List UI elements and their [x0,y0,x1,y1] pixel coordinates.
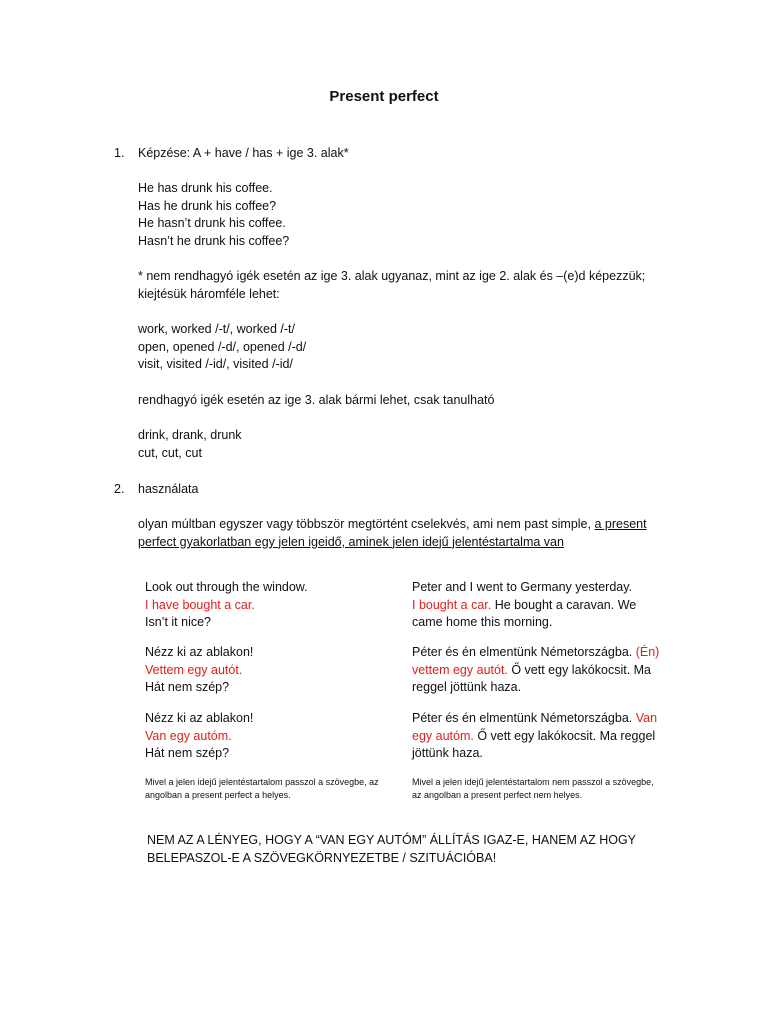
footnote-line: Mivel a jelen idejű jelentéstartalom nem passzol a szövegbe, [412,777,654,787]
verb-forms: visit, visited /-id/, visited /-id/ [138,357,293,371]
usage-text: olyan múltban egyszer vagy többször megtörtént cselekvés, ami nem past simple, [138,517,591,531]
regular-verb-note [138,268,645,303]
section-2-number: 2. [114,482,125,496]
example-line: Look out through the window. [145,580,308,594]
section-2-heading: használata [138,482,199,496]
right-hungarian-example-1 [412,644,659,697]
left-footnote [145,776,379,801]
highlighted-text: Van [635,711,658,725]
right-english-example [412,579,636,632]
plain-text: Ő vett egy lakókocsit. Ma reggel [473,728,656,743]
note-line: kiejtésük háromféle lehet: [138,286,280,301]
right-hungarian-example-2 [412,710,657,763]
footnote-line: az angolban a present perfect nem helyes. [412,789,583,800]
left-hungarian-example-2 [145,710,253,763]
irregular-verb-note: rendhagyó igék esetén az ige 3. alak bármi lehet, csak tanulható [138,393,495,407]
left-english-example [145,579,308,632]
example-line [412,644,659,662]
highlighted-text: I bought a car. [412,597,492,612]
usage-line [138,516,647,534]
example-line: Isn’t it nice? [145,615,212,629]
usage-underlined: a present [594,517,647,531]
highlighted-text: (Én) [635,645,660,659]
plain-text: Péter és én elmentünk Németországba. [412,645,636,659]
conclusion-line: NEM AZ A LÉNYEG, HOGY A “VAN EGY AUTÓM” ÁLLÍTÁS IGAZ-E, HANEM AZ HOGY [147,833,637,847]
left-hungarian-example-1 [145,644,253,697]
page-title: Present perfect [329,88,439,105]
highlighted-line: Vettem egy autót. [145,662,243,677]
example-line: Hasn’t he drunk his coffee? [138,233,290,248]
example-line: came home this morning. [412,615,553,629]
right-footnote [412,776,654,801]
section-1-heading: Képzése: A + have / has + ige 3. alak* [138,146,349,160]
example-line: Has he drunk his coffee? [138,198,277,213]
verb-forms: open, opened /-d/, opened /-d/ [138,339,307,354]
example-line: Nézz ki az ablakon! [145,711,254,725]
section-1-number: 1. [114,146,125,160]
verb-forms: cut, cut, cut [138,445,202,460]
highlighted-text: vettem egy autót. [412,662,508,677]
example-line [412,710,657,728]
plain-text: Ő vett egy lakókocsit. Ma [507,662,651,677]
example-line: Peter and I went to Germany yesterday. [412,580,633,594]
example-line: Hát nem szép? [145,680,230,694]
verb-forms: work, worked /-t/, worked /-t/ [138,322,295,336]
example-line: Hát nem szép? [145,746,230,760]
example-line: He has drunk his coffee. [138,181,273,195]
regular-verb-list [138,321,306,374]
usage-description [138,516,647,551]
example-line: Nézz ki az ablakon! [145,645,254,659]
note-line: * nem rendhagyó igék esetén az ige 3. alak ugyanaz, mint az ige 2. alak és –(e)d képezzük; [138,269,646,283]
plain-text: Péter és én elmentünk Németországba. [412,711,636,725]
usage-underlined-line: perfect gyakorlatban egy jelen igeidő, aminek jelen idejű jelentéstartalma van [138,534,564,549]
example-line [412,597,636,615]
example-line: reggel jöttünk haza. [412,680,522,694]
highlighted-line: Van egy autóm. [145,728,232,743]
highlighted-text: egy autóm. [412,728,474,743]
example-line: jöttünk haza. [412,746,483,760]
conclusion-text [147,831,636,867]
highlighted-line: I have bought a car. [145,597,255,612]
formation-examples [138,180,289,250]
footnote-line: Mivel a jelen idejű jelentéstartalom passzol a szövegbe, az [145,777,379,787]
plain-text: He bought a caravan. We [491,597,637,612]
example-line: He hasn’t drunk his coffee. [138,216,286,230]
example-line [412,728,657,746]
footnote-line: angolban a present perfect a helyes. [145,789,291,800]
irregular-verb-list [138,427,242,462]
example-line [412,662,659,680]
conclusion-line: BELEPASZOL-E A SZÖVEGKÖRNYEZETBE / SZITUÁCIÓBA! [147,851,497,865]
verb-forms: drink, drank, drunk [138,428,242,442]
